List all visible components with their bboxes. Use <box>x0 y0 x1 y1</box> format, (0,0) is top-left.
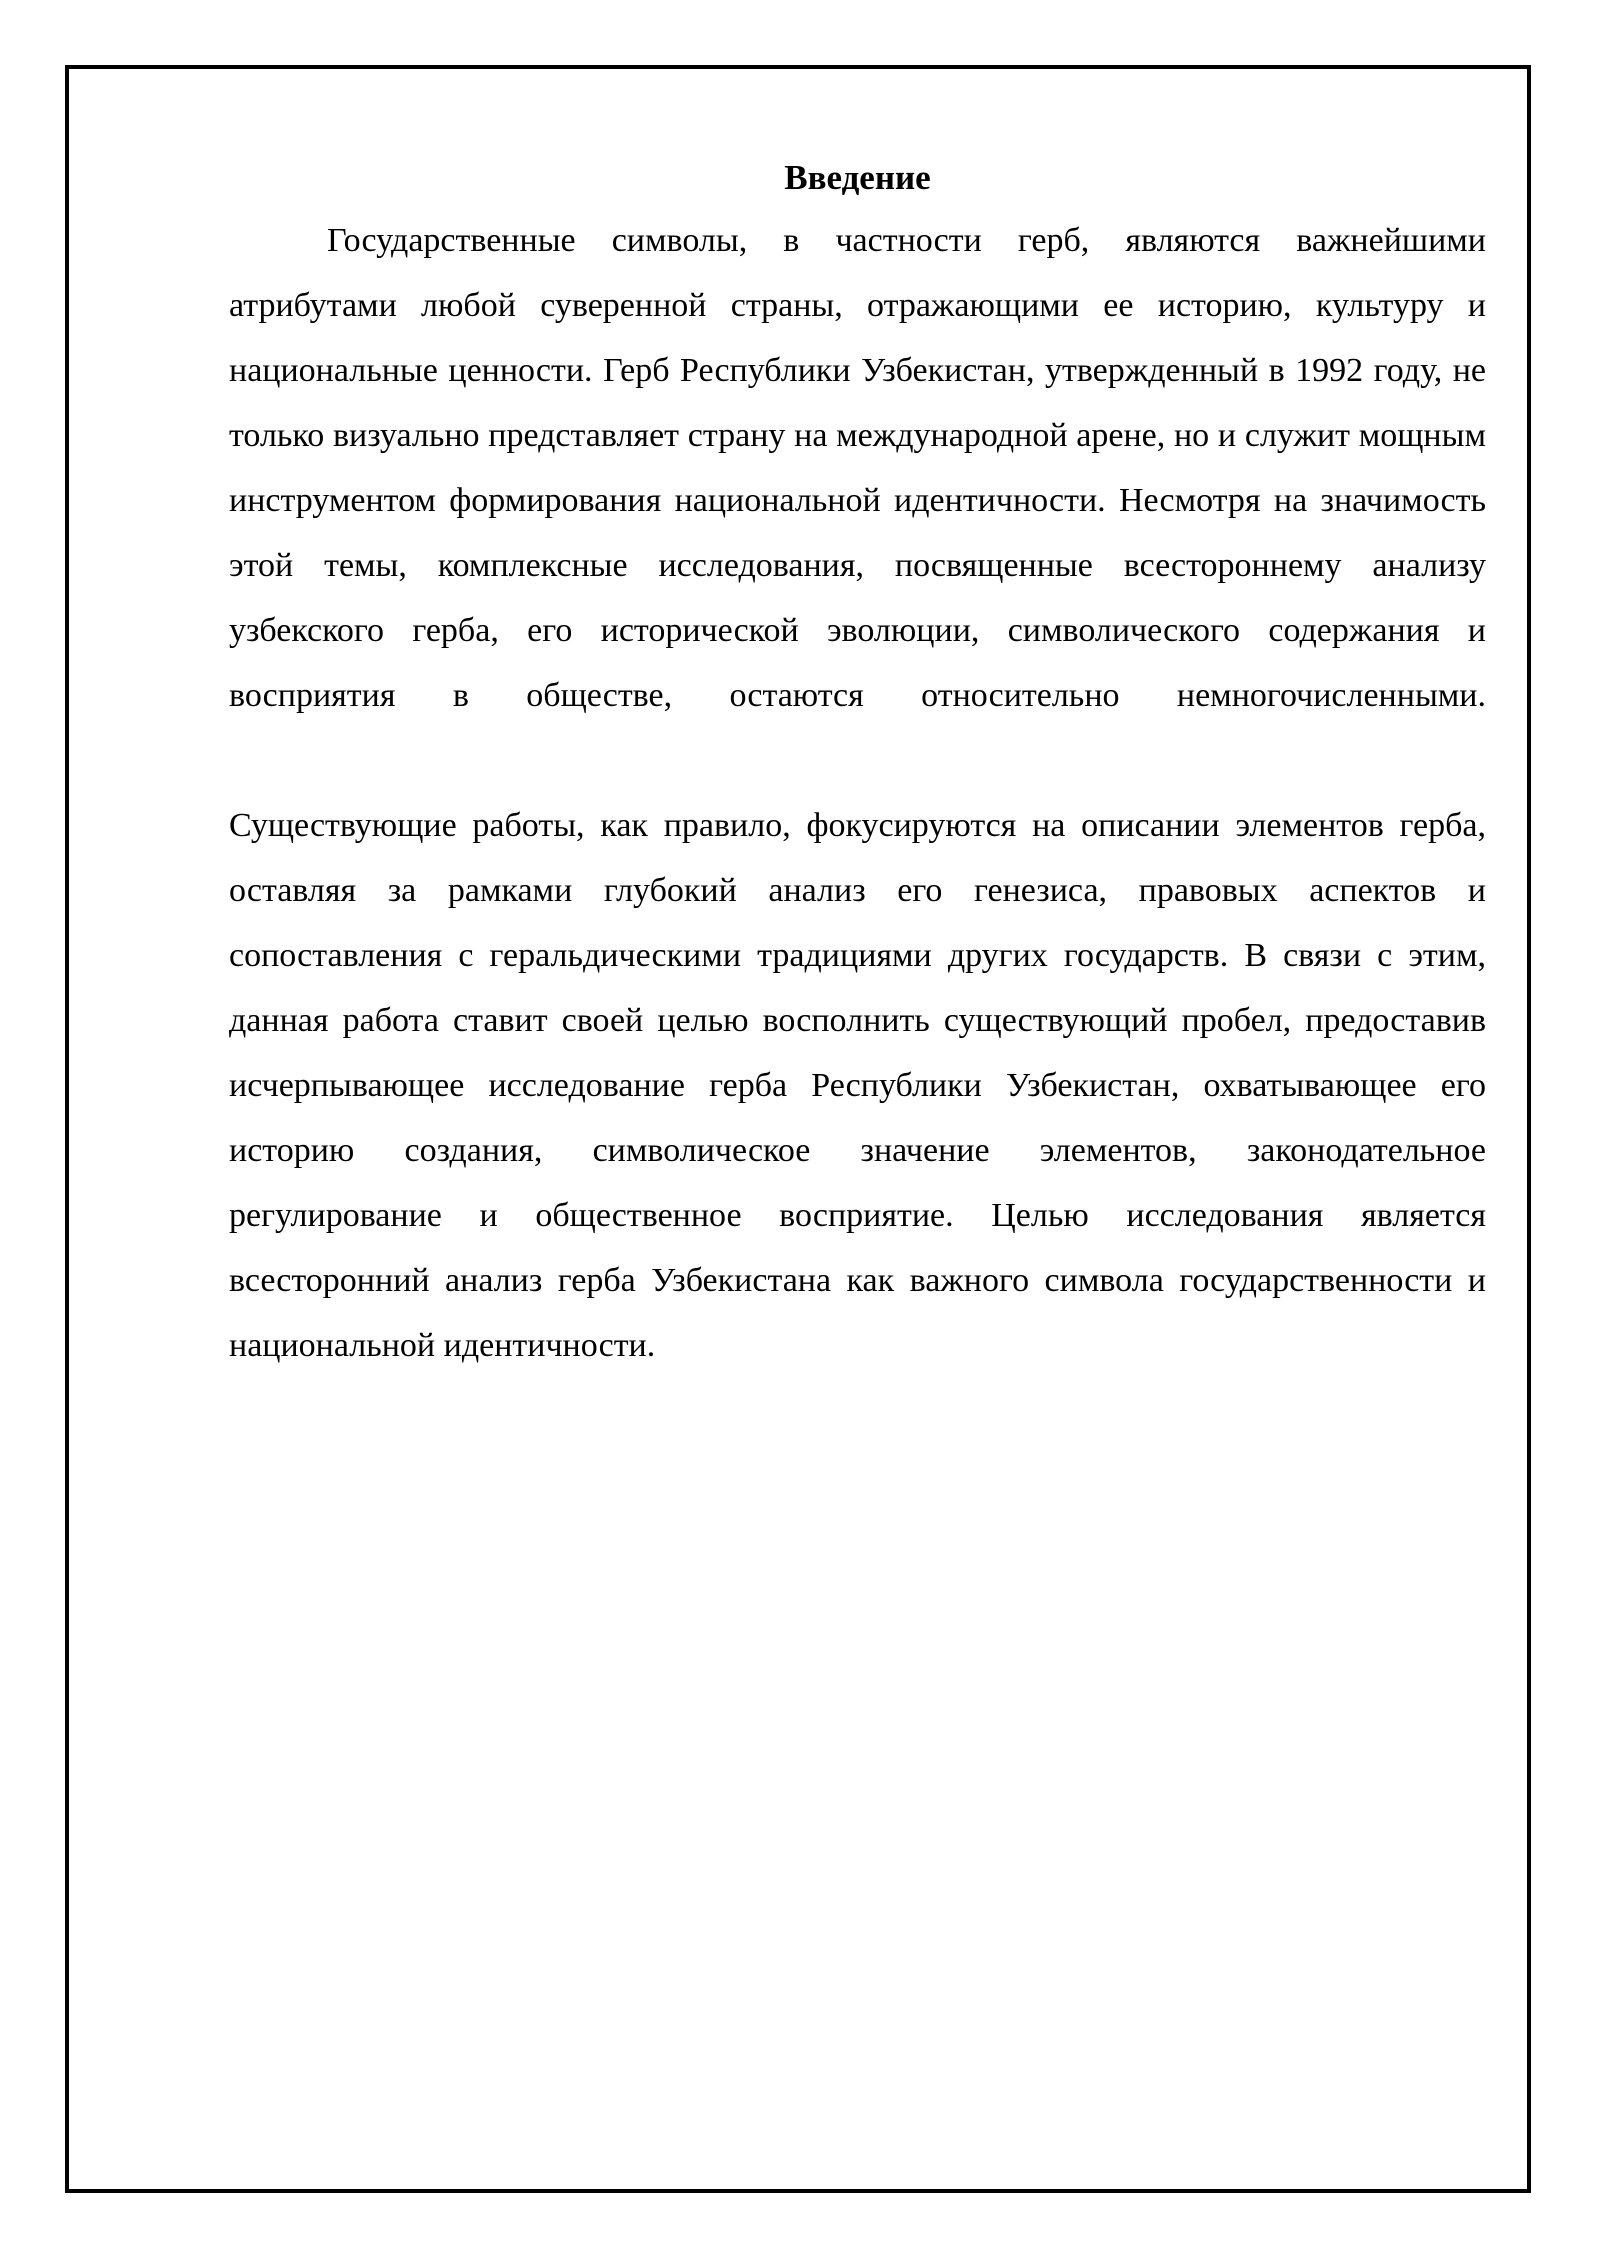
page-title: Введение <box>784 158 931 197</box>
document-body <box>229 148 1486 1378</box>
paragraph-2: Существующие работы, как правило, фокусируются на описании элементов герба, оставляя за рамками глубокий анализ его генезиса, правовых аспектов и сопоставления с геральдическими традициями других государств. В связи с этим, данная работа ставит своей целью восполнить существующий пробел, предоставив исчерпывающее исследование герба Республики Узбекистан, охватывающее его историю создания, символическое значение элементов, законодательное регулирование и общественное восприятие. Целью исследования является всесторонний анализ герба Узбекистана как важного символа государственности и национальной идентичности. <box>229 807 1486 1364</box>
paragraph-spacer <box>229 728 1486 793</box>
paragraph-1: Государственные символы, в частности герб, являются важнейшими атрибутами любой суверенной страны, отражающими ее историю, культуру и национальные ценности. Герб Республики Узбекистан, утвержденный в 1992 году, не только визуально представляет страну на международной арене, но и служит мощным инструментом формирования национальной идентичности. Несмотря на значимость этой темы, комплексные исследования, посвященные всестороннему анализу узбекского герба, его исторической эволюции, символического содержания и восприятия в обществе, остаются относительно немногочисленными. <box>229 222 1486 714</box>
